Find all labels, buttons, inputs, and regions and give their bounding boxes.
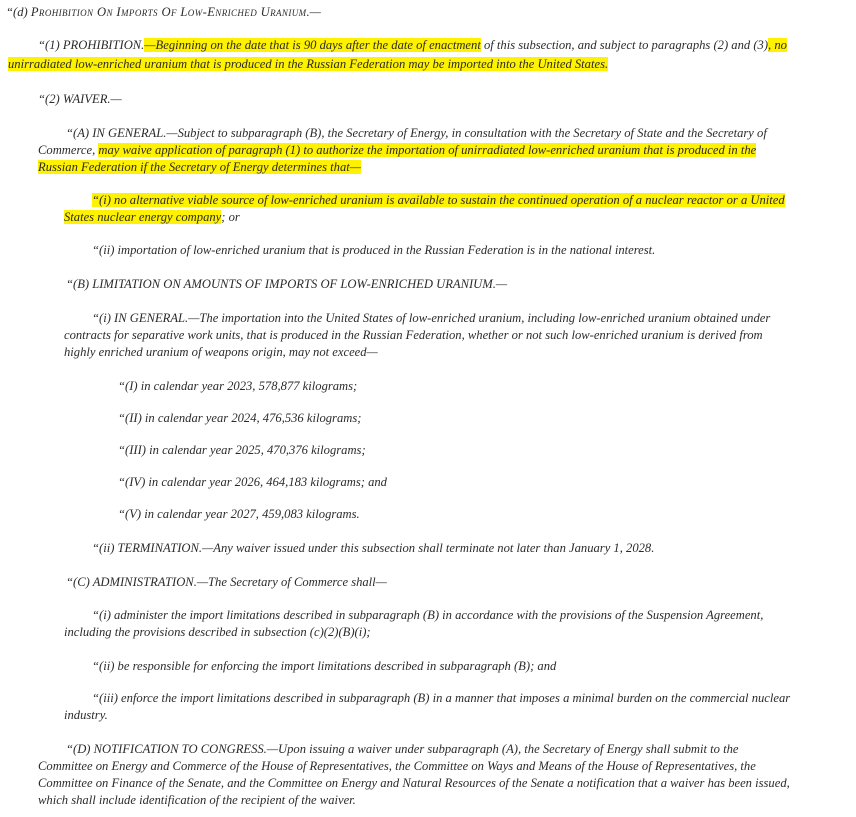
highlight: “(i) no alternative viable source of low-enriched uranium is available to sustain the continued operation of a nuclear reactor or a United	[92, 193, 785, 207]
section-d-suffix: .—	[306, 5, 321, 19]
clause-c-iii-line-1: “(iii) enforce the import limitations described in subparagraph (B) in a manner that imposes a minimal burden on the commercial nuclear	[92, 691, 791, 705]
highlight: States nuclear energy company	[64, 210, 222, 224]
subparagraph-d-line-3: Committee on Finance of the Senate, and the Committee on Energy and Natural Resources of the Senate a notification that a waiver has been issued,	[38, 776, 790, 790]
highlight: may waive application of paragraph (1) to authorize the importation of unirradiated low-enriched uranium that is produced in the	[98, 143, 757, 157]
limit-item: “(III) in calendar year 2025, 470,376 kilograms;	[118, 443, 366, 457]
highlight: , no	[768, 38, 787, 52]
clause-b-i-line-3: highly enriched uranium of weapons origin, may not exceed—	[64, 345, 378, 359]
clause-a-i-line-1	[92, 191, 785, 209]
limit-item: “(V) in calendar year 2027, 459,083 kilograms.	[118, 507, 360, 521]
highlight: unirradiated low-enriched uranium that is produced in the Russian Federation may be imported into the United States.	[8, 57, 609, 71]
highlight: Russian Federation if the Secretary of Energy determines that—	[38, 160, 361, 174]
clause-a-i-line-2: States nuclear energy company; or	[64, 210, 240, 224]
clause-b-i-line-2: contracts for separative work units, that is produced in the Russian Federation, whether or not such low-enriched uranium is derived from	[64, 328, 763, 342]
clause-b-i-line-1: “(i) IN GENERAL.—The importation into the United States of low-enriched uranium, including low-enriched uranium obtained under	[92, 311, 771, 325]
clause-c-i-line-2: including the provisions described in subsection (c)(2)(B)(i);	[64, 625, 371, 639]
paragraph-2-waiver: “(2) WAIVER.—	[38, 92, 122, 106]
section-d-heading	[6, 3, 321, 21]
highlight: —Beginning on the date that is 90 days after the date of enactment	[144, 38, 481, 52]
subparagraph-b-heading: “(B) LIMITATION ON AMOUNTS OF IMPORTS OF LOW-ENRICHED URANIUM.—	[66, 277, 508, 291]
subparagraph-a-line-1: “(A) IN GENERAL.—Subject to subparagraph (B), the Secretary of Energy, in consultation with the Secretary of State and the Secretary of	[66, 126, 767, 140]
section-d-title: Prohibition On Imports Of Low-Enriched Uranium	[30, 5, 307, 19]
clause-c-i-line-1: “(i) administer the import limitations described in subparagraph (B) in accordance with the provisions of the Suspension Agreement,	[92, 608, 764, 622]
paragraph-1-line-1	[38, 36, 787, 54]
paragraph-1-label: “(1) PROHIBITION.	[38, 38, 145, 52]
paragraph-1-line-2	[8, 55, 608, 73]
limit-item: “(I) in calendar year 2023, 578,877 kilograms;	[118, 379, 358, 393]
subparagraph-c-heading: “(C) ADMINISTRATION.—The Secretary of Commerce shall—	[66, 575, 387, 589]
limit-item: “(IV) in calendar year 2026, 464,183 kilograms; and	[118, 475, 387, 489]
subparagraph-d-line-1: “(D) NOTIFICATION TO CONGRESS.—Upon issuing a waiver under subparagraph (A), the Secretary of Energy shall submit to the	[66, 742, 739, 756]
subparagraph-a-line-2: Commerce, may waive application of paragraph (1) to authorize the importation of unirradiated low-enriched uranium that is produced in the	[38, 143, 757, 157]
paragraph-1-text: of this subsection, and subject to paragraphs (2) and (3)	[480, 38, 769, 52]
subparagraph-d-line-4: which shall include identification of the recipient of the waiver.	[38, 793, 356, 807]
subparagraph-a-line-3	[38, 158, 361, 176]
clause-b-ii-termination: “(ii) TERMINATION.—Any waiver issued under this subsection shall terminate not later than January 1, 2028.	[92, 541, 655, 555]
clause-c-ii: “(ii) be responsible for enforcing the import limitations described in subparagraph (B); and	[92, 659, 557, 673]
clause-c-iii-line-2: industry.	[64, 708, 108, 722]
clause-a-ii: “(ii) importation of low-enriched uranium that is produced in the Russian Federation is in the national interest.	[92, 243, 656, 257]
limit-item: “(II) in calendar year 2024, 476,536 kilograms;	[118, 411, 362, 425]
section-d-prefix: “(d)	[6, 5, 31, 19]
subparagraph-d-line-2: Committee on Energy and Commerce of the House of Representatives, the Committee on Ways and Means of the House of Representatives, the	[38, 759, 756, 773]
